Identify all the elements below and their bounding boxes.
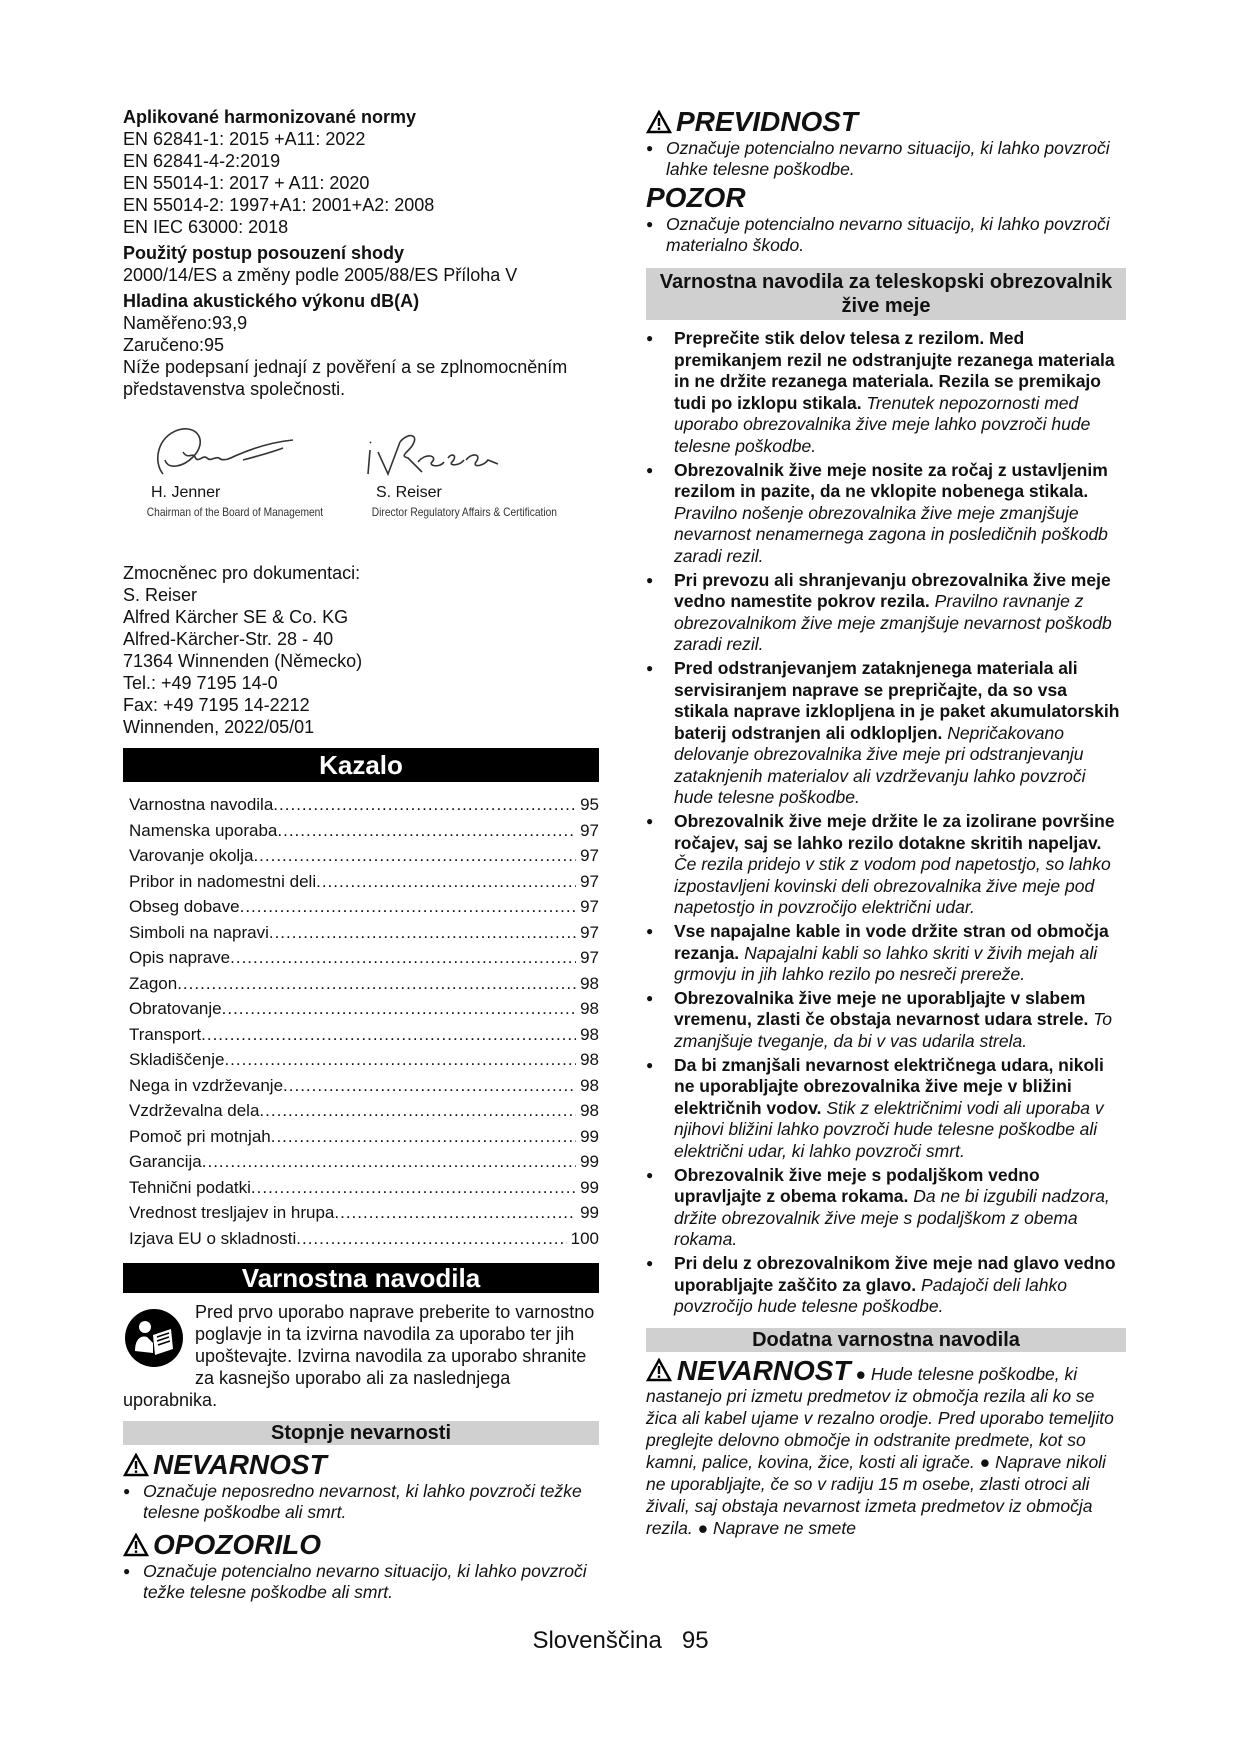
handwritten-signature-icon xyxy=(123,412,323,492)
toc-entry-page: 98 xyxy=(580,1101,599,1120)
safety-heading: Varnostna navodila xyxy=(123,1263,599,1293)
toc-entry-title: Skladiščenje xyxy=(129,1050,225,1069)
hazard-label: PREVIDNOST xyxy=(676,106,859,137)
safety-bullet-bold: Da bi zmanjšali nevarnost električnega udara, nikoli ne uporabljajte obrezovalnika žive meje v bližini električnih vodov. xyxy=(674,1054,1104,1118)
measured-value: Naměřeno:93,9 xyxy=(123,313,248,333)
toc-entry-title: Opis naprave xyxy=(129,948,231,967)
toc-entry-title: Garancija xyxy=(129,1152,202,1171)
hazard-label: OPOZORILO xyxy=(153,1529,321,1560)
warning-triangle-icon xyxy=(646,1358,672,1382)
safety-bullet xyxy=(646,460,1126,568)
toc-entry-page: 99 xyxy=(580,1126,599,1146)
standard-line: EN 62841-1: 2015 +A11: 2022 xyxy=(123,129,366,149)
toc-leader-dots xyxy=(277,818,576,844)
signer-name: S. Reiser xyxy=(376,484,442,501)
toc-leader-dots xyxy=(230,945,576,971)
toc-entry[interactable] xyxy=(129,1149,599,1175)
standard-line: EN 55014-2: 1997+A1: 2001+A2: 2008 xyxy=(123,195,435,215)
toc-entry-page: 98 xyxy=(580,1050,599,1069)
toc-entry-page: 98 xyxy=(580,1024,599,1044)
toc-entry[interactable] xyxy=(129,996,599,1022)
toc-entry[interactable] xyxy=(129,843,599,869)
toc-entry-page: 98 xyxy=(580,973,599,993)
safety-bullet-italic: Nepričakovano delovanje obrezovalnika žive meje pri odstranjevanju zataknjenih materialov ali vzdrževanju lahko povzroči hude telesne poškodbe. xyxy=(674,722,1086,808)
right-column xyxy=(646,106,1126,1539)
toc-entry-page: 97 xyxy=(580,897,599,916)
toc-entry-page: 99 xyxy=(580,1152,599,1171)
warning-triangle-icon xyxy=(646,110,672,134)
toc-entry[interactable] xyxy=(129,920,599,946)
toc-entry[interactable] xyxy=(129,894,599,920)
toc-entry-title: Simboli na napravi xyxy=(129,922,269,942)
hazard-level-danger xyxy=(123,1449,599,1481)
safety-bullet-bold: Pri delu z obrezovalnikom žive meje nad glavo vedno uporabljajte zaščito za glavo. xyxy=(674,1252,1116,1295)
toc-leader-dots xyxy=(269,920,576,946)
safety-bullet-italic: Napajalni kabli so lahko skriti v živih mejah ali grmovju in jih lahko rezilo po nesreči prereže. xyxy=(674,942,1098,985)
toc-entry[interactable] xyxy=(129,1175,599,1201)
guaranteed-value: Zaručeno:95 xyxy=(123,335,225,355)
toc-leader-dots xyxy=(259,1098,576,1124)
signer-role: Chairman of the Board of Management xyxy=(146,505,324,519)
safety-bullet-bold: Obrezovalnika žive meje ne uporabljajte v slabem vremenu, zlasti če obstaja nevarnost udara strele. xyxy=(674,987,1089,1030)
toc-leader-dots xyxy=(202,1149,576,1175)
address-line: Fax: +49 7195 14-2212 xyxy=(123,695,310,715)
warning-triangle-icon xyxy=(123,1453,149,1477)
toc-leader-dots xyxy=(283,1073,576,1099)
page-number: 95 xyxy=(681,1627,709,1654)
safety-bullet-bold: Pri prevozu ali shranjevanju obrezovalnika žive meje vedno namestite pokrov rezila. xyxy=(674,569,1111,612)
toc-entry-title: Obseg dobave xyxy=(129,897,240,916)
toc-leader-dots xyxy=(177,971,576,997)
address-line: Alfred-Kärcher-Str. 28 - 40 xyxy=(123,629,334,649)
toc-entry[interactable] xyxy=(129,1047,599,1073)
toc-entry-page: 95 xyxy=(580,795,599,814)
safety-bullet xyxy=(646,328,1126,458)
procedure-text: 2000/14/ES a změny podle 2005/88/ES Příloha V xyxy=(123,265,518,285)
signature-note: představenstva společnosti. xyxy=(123,379,346,399)
hazard-label: NEVARNOST xyxy=(153,1449,327,1480)
toc-leader-dots xyxy=(240,894,576,920)
address-line: Tel.: +49 7195 14-0 xyxy=(123,673,278,693)
safety-bullet-italic: Da ne bi izgubili nadzora, držite obrezovalnik žive meje s podaljškom z obema rokama. xyxy=(674,1186,1110,1250)
toc-entry-title: Namenska uporaba xyxy=(129,820,278,840)
left-column xyxy=(123,106,599,1603)
toc-entry[interactable] xyxy=(129,1200,599,1226)
toc-entry[interactable] xyxy=(129,1073,599,1099)
safety-bullet-bold: Obrezovalnik žive meje s podaljškom vedno upravljajte z obema rokama. xyxy=(674,1164,1040,1207)
signature-jenner xyxy=(123,412,358,519)
safety-bullet-italic: Pravilno ravnanje z obrezovalnikom žive meje zmanjšuje nevarnost poškodb zaradi rezil. xyxy=(674,591,1112,655)
hazard-text: ● Označuje neposredno nevarnost, ki lahko povzroči težke telesne poškodbe ali smrt. xyxy=(123,1481,599,1523)
toc-heading: Kazalo xyxy=(123,748,599,782)
standard-line: EN IEC 63000: 2018 xyxy=(123,217,289,237)
toc-leader-dots xyxy=(201,1022,576,1048)
toc-entry[interactable] xyxy=(129,945,599,971)
toc-entry-title: Vzdrževalna dela xyxy=(129,1101,260,1120)
levels-heading: Stopnje nevarnosti xyxy=(123,1421,599,1445)
signature-reiser xyxy=(348,412,594,519)
toc-entry-title: Pribor in nadomestni deli xyxy=(129,871,317,891)
safety-bullet xyxy=(646,811,1126,919)
handwritten-signature-icon xyxy=(348,412,528,492)
toc-leader-dots xyxy=(334,1200,576,1226)
toc-entry-title: Obratovanje xyxy=(129,999,222,1018)
hazard-level-warning xyxy=(123,1529,599,1561)
safety-bullet xyxy=(646,1165,1126,1251)
toc-entry-page: 98 xyxy=(580,1075,599,1095)
safety-bullet-bold: Obrezovalnik žive meje držite le za izolirane površine ročajev, saj se lahko rezilo dotakne skritih napeljav. xyxy=(674,811,1115,853)
safety-bullet-bold: Vse napajalne kable in vode držite stran od območja rezanja. xyxy=(674,921,1109,963)
toc-leader-dots xyxy=(273,792,576,818)
footer-language: Slovenščina xyxy=(532,1627,662,1654)
signatures xyxy=(123,412,599,562)
standards-title: Aplikované harmonizované normy xyxy=(123,107,417,127)
signer-role: Director Regulatory Affairs & Certification xyxy=(371,505,557,519)
toc-entry-title: Tehnični podatki xyxy=(129,1177,251,1197)
toc-entry[interactable] xyxy=(129,1022,599,1048)
safety-bullet-italic: Trenutek nepozornosti med uporabo obrezovalnika žive meje lahko povzroči hude telesne poškodbe. xyxy=(674,392,1091,456)
address-line: 71364 Winnenden (Německo) xyxy=(123,651,363,671)
toc-entry-title: Pomoč pri motnjah xyxy=(129,1126,271,1146)
hazard-label: POZOR xyxy=(646,182,746,213)
signer-name: H. Jenner xyxy=(151,484,221,501)
safety-bullet-bold: Preprečite stik delov telesa z rezilom. Med premikanjem rezil ne odstranjujte rezanega materiala in ne držite rezanega materiala. Rezila se premikajo tudi po izklopu stikala. xyxy=(674,328,1115,413)
address-line: Zmocněnec pro dokumentaci: xyxy=(123,563,361,583)
toc-leader-dots xyxy=(316,869,576,895)
read-manual-icon xyxy=(123,1307,185,1369)
additional-safety-heading: Dodatna varnostna navodila xyxy=(646,1328,1126,1352)
warning-triangle-icon xyxy=(123,1533,149,1557)
sound-title: Hladina akustického výkonu dB(A) xyxy=(123,291,420,311)
hedge-safety-list xyxy=(646,328,1126,1318)
toc-entry-page: 97 xyxy=(580,948,599,967)
address-block xyxy=(123,562,599,738)
safety-bullet xyxy=(646,1253,1126,1318)
toc-entry-title: Zagon xyxy=(129,973,178,993)
safety-intro-text: Pred prvo uporabo naprave preberite to varnostno poglavje in ta izvirna navodila za uporabo ter jih upoštevajte. Izvirna navodila za uporabo shranite za kasnejšo uporabo ali za naslednjega uporabnika. xyxy=(123,1302,595,1410)
hazard-label: NEVARNOST xyxy=(676,1354,851,1386)
table-of-contents xyxy=(123,792,599,1251)
toc-entry-title: Nega in vzdrževanje xyxy=(129,1075,284,1095)
toc-leader-dots xyxy=(271,1124,576,1150)
procedure-title: Použitý postup posouzení shody xyxy=(123,243,404,263)
safety-bullet xyxy=(646,988,1126,1053)
toc-entry-page: 100 xyxy=(570,1228,599,1248)
safety-bullet-italic: Padajoči deli lahko povzročijo hude telesne poškodbe. xyxy=(674,1274,1067,1317)
safety-bullet-italic: To zmanjšuje tveganje, da bi v vas udarila strela. xyxy=(674,1009,1113,1051)
standard-line: EN 55014-1: 2017 + A11: 2020 xyxy=(123,173,370,193)
toc-leader-dots xyxy=(253,843,576,869)
toc-entry-title: Transport xyxy=(129,1024,202,1044)
toc-leader-dots xyxy=(222,996,576,1022)
toc-entry-page: 98 xyxy=(580,999,599,1018)
safety-bullet-bold: Pred odstranjevanjem zataknjenega materiala ali servisiranjem naprave se prepričajte, da so vsa stikala naprave izklopljena in je paket akumulatorskih baterij odstranjen ali odklopljen. xyxy=(674,657,1120,743)
additional-text-2: Naprave nikoli ne uporabljajte, če so v radiju 15 m osebe, zlasti otroci ali živali, saj obstaja nevarnost izmeta predmetov iz območja rezila. xyxy=(646,1451,1106,1538)
toc-entry-title: Varnostna navodila xyxy=(129,795,274,814)
toc-entry-title: Varovanje okolja xyxy=(129,846,254,865)
toc-entry-page: 97 xyxy=(580,871,599,891)
safety-bullet-italic: Stik z električnimi vodi ali uporaba v njihovi bližini lahko povzroči hude telesne poškodbe ali električni udar, ki lahko povzroči smrt. xyxy=(674,1097,1104,1161)
additional-safety-text: NEVARNOST ● Hude telesne poškodbe, ki nastanejo pri izmetu predmetov iz območja rezila ali ko se žica ali kabel ujame v rezalno orodje. Pred uporabo temeljito preglejte delovno območje in odstranite predmete, kot so kamni, palice, kovina, žice, kosti ali igrače. ● Naprave nikoli ne uporabljajte, če so v radiju 15 m osebe, zlasti otroci ali živali, saj obstaja nevarnost izmeta predmetov iz območja rezila. ● Naprave ne smete xyxy=(646,1354,1114,1538)
safety-bullet xyxy=(646,570,1126,656)
toc-entry-page: 99 xyxy=(580,1203,599,1222)
toc-entry-page: 97 xyxy=(580,922,599,942)
toc-entry[interactable] xyxy=(129,869,599,895)
hazard-text: ● Označuje potencialno nevarno situacijo, ki lahko povzroči težke telesne poškodbe ali smrt. xyxy=(123,1561,599,1603)
additional-text-1: Hude telesne poškodbe, ki nastanejo pri izmetu predmetov iz območja rezila ali ko se žica ali kabel ujame v rezalno orodje. Pred uporabo temeljito preglejte delovno območje in odstranite predmete, kot so kamni, palice, kovina, žice, kosti ali igrače. xyxy=(646,1363,1114,1472)
safety-bullet-italic: Pravilno nošenje obrezovalnika žive meje zmanjšuje nevarnost nenamernega zagona in posledičnih poškodb zaradi rezil. xyxy=(674,502,1108,566)
toc-entry-page: 97 xyxy=(580,820,599,840)
safety-bullet-bold: Obrezovalnik žive meje nosite za ročaj z ustavljenim rezilom in pazite, da ne vklopite nobenega stikala. xyxy=(674,459,1108,502)
toc-entry-title: Izjava EU o skladnosti xyxy=(129,1228,297,1248)
declaration-block xyxy=(123,106,599,400)
toc-entry[interactable] xyxy=(129,1124,599,1150)
hazard-text: ● Označuje potencialno nevarno situacijo, ki lahko povzroči materialno škodo. xyxy=(646,214,1126,256)
hedge-safety-heading: Varnostna navodila za teleskopski obrezovalnik žive meje xyxy=(646,268,1126,320)
toc-entry-title: Vrednost tresljajev in hrupa xyxy=(129,1203,335,1222)
toc-entry-page: 97 xyxy=(580,846,599,865)
address-line: S. Reiser xyxy=(123,585,198,605)
safety-bullet xyxy=(646,921,1126,986)
hazard-text: ● Označuje potencialno nevarno situacijo, ki lahko povzroči lahke telesne poškodbe. xyxy=(646,138,1126,180)
additional-text-3: Naprave ne smete xyxy=(713,1517,856,1538)
toc-entry[interactable] xyxy=(129,1098,599,1124)
toc-entry[interactable] xyxy=(129,818,599,844)
signature-note: Níže podepsaní jednají z pověření a se zplnomocněním xyxy=(123,357,568,377)
hazard-level-notice xyxy=(646,182,1126,214)
toc-entry[interactable] xyxy=(129,971,599,997)
address-line: Winnenden, 2022/05/01 xyxy=(123,717,315,737)
safety-bullet xyxy=(646,658,1126,809)
toc-leader-dots xyxy=(296,1226,566,1252)
safety-bullet xyxy=(646,1055,1126,1163)
toc-leader-dots xyxy=(224,1047,576,1073)
toc-leader-dots xyxy=(251,1175,576,1201)
toc-entry[interactable] xyxy=(129,1226,599,1252)
toc-entry[interactable] xyxy=(129,792,599,818)
page-footer xyxy=(0,1627,1241,1655)
toc-entry-page: 99 xyxy=(580,1177,599,1197)
standard-line: EN 62841-4-2:2019 xyxy=(123,151,281,171)
hazard-level-caution xyxy=(646,106,1126,138)
safety-intro xyxy=(123,1301,599,1411)
address-line: Alfred Kärcher SE & Co. KG xyxy=(123,607,349,627)
safety-bullet-italic: Če rezila pridejo v stik z vodom pod napetostjo, so lahko izpostavljeni kovinski deli obrezovalnika žive meje pod napetostjo in povzročijo električni udar. xyxy=(674,854,1111,918)
